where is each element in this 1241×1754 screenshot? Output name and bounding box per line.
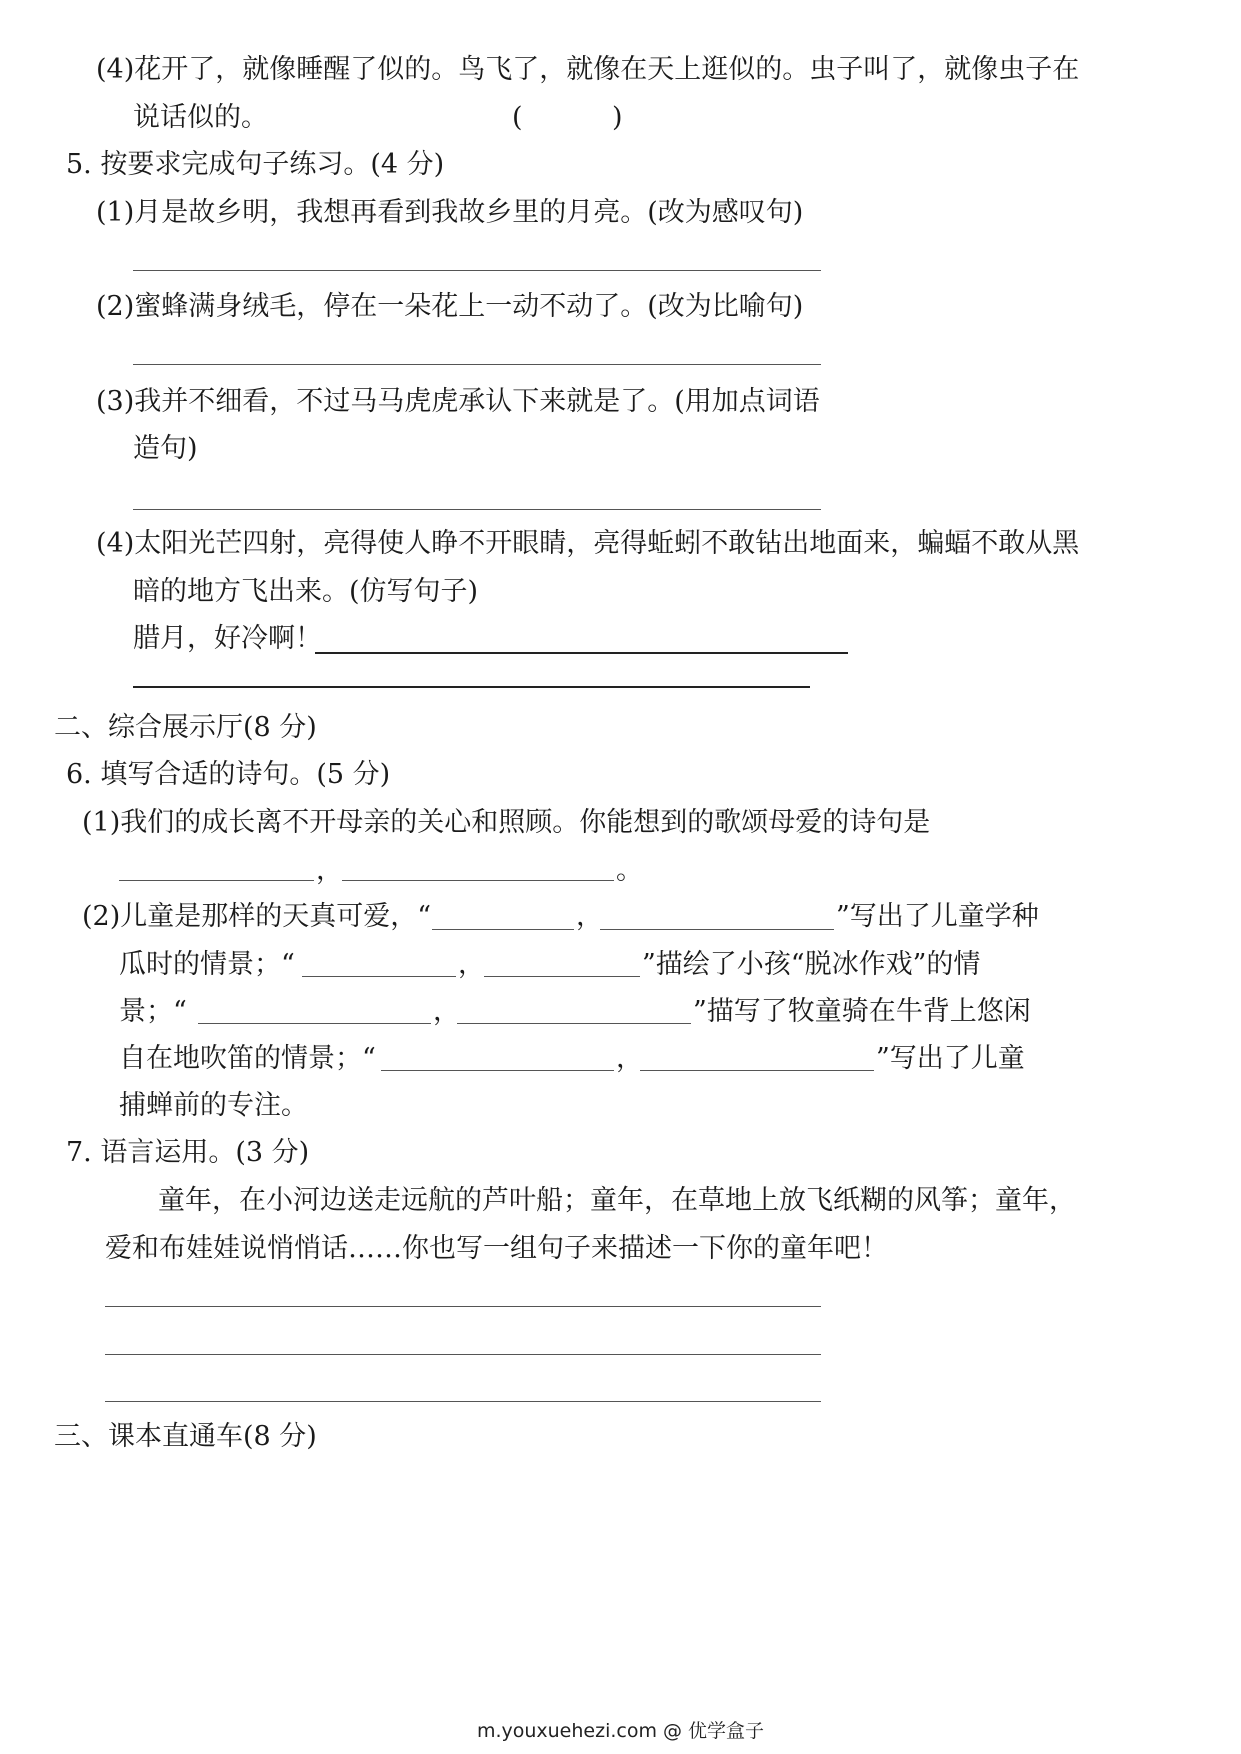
q6-s1-period: 。 bbox=[616, 855, 643, 886]
q6-s2-l3-suffix: ”描写了牧童骑在牛背上悠闲 bbox=[693, 996, 1031, 1027]
section-2-heading: 二、综合展示厅(8 分) bbox=[54, 712, 317, 743]
q7-para-line1: 童年，在小河边送走远航的芦叶船；童年，在草地上放飞纸糊的风筝；童年， bbox=[158, 1185, 1076, 1216]
q6-s2-comma-4: ， bbox=[616, 1043, 643, 1074]
q5-s3-line1: (3)我并不细看，不过马马虎虎承认下来就是了。(用加点词语 bbox=[96, 386, 820, 417]
q5-s4-prompt: 腊月，好冷啊！ bbox=[133, 623, 322, 654]
q7-answer-line-2[interactable] bbox=[105, 1354, 821, 1355]
q5-s2: (2)蜜蜂满身绒毛，停在一朵花上一动不动了。(改为比喻句) bbox=[96, 291, 804, 322]
q6-s1-line1: (1)我们的成长离不开母亲的关心和照顾。你能想到的歌颂母爱的诗句是 bbox=[82, 807, 931, 838]
q5-s4-line1: (4)太阳光芒四射，亮得使人睁不开眼睛，亮得蚯蚓不敢钻出地面来，蝙蝠不敢从黑 bbox=[96, 528, 1080, 559]
q6-s2-l2-suffix: ”描绘了小孩“脱冰作戏”的情 bbox=[642, 949, 981, 980]
q5-s2-answer-line[interactable] bbox=[133, 364, 821, 365]
footer-watermark: m.youxuehezi.com @ 优学盒子 bbox=[476, 1720, 765, 1742]
q6-s2-l2-prefix: 瓜时的情景；“ bbox=[119, 949, 295, 980]
q4-4-line2: 说话似的。 bbox=[133, 102, 268, 133]
q6-s2-l4-prefix: 自在地吹笛的情景；“ bbox=[119, 1043, 376, 1074]
q6-s2-blank-3[interactable] bbox=[302, 976, 456, 977]
q5-s4-answer-line-2[interactable] bbox=[133, 686, 810, 688]
q5-s3-line2: 造句) bbox=[133, 433, 198, 464]
q7-answer-line-3[interactable] bbox=[105, 1401, 821, 1402]
q6-s1-blank-1[interactable] bbox=[119, 880, 314, 881]
q6-s2-l4-suffix: ”写出了儿童 bbox=[876, 1043, 1025, 1074]
q6-s2-comma-2: ， bbox=[458, 949, 485, 980]
q4-4-line1: (4)花开了，就像睡醒了似的。鸟飞了，就像在天上逛似的。虫子叫了，就像虫子在 bbox=[96, 54, 1080, 85]
q7-heading: 7. 语言运用。(3 分) bbox=[66, 1137, 310, 1168]
section-3-heading: 三、课本直通车(8 分) bbox=[54, 1421, 317, 1452]
q6-s2-blank-5[interactable] bbox=[198, 1023, 431, 1024]
q6-s2-blank-7[interactable] bbox=[381, 1070, 614, 1071]
q4-4-paren-open: ( bbox=[512, 102, 523, 133]
q5-s3-answer-line[interactable] bbox=[133, 509, 821, 510]
q5-s1: (1)月是故乡明，我想再看到我故乡里的月亮。(改为感叹句) bbox=[96, 197, 804, 228]
q6-s2-prefix: (2)儿童是那样的天真可爱，“ bbox=[82, 901, 432, 932]
q6-s1-blank-2[interactable] bbox=[342, 880, 614, 881]
q7-answer-line-1[interactable] bbox=[105, 1306, 821, 1307]
q6-s2-blank-4[interactable] bbox=[484, 976, 640, 977]
q6-s2-blank-8[interactable] bbox=[640, 1070, 874, 1071]
q6-s2-comma-3: ， bbox=[433, 996, 460, 1027]
q6-s1-comma: ， bbox=[316, 855, 343, 886]
q6-s2-comma-1: ， bbox=[576, 901, 603, 932]
q6-s2-suffix1: ”写出了儿童学种 bbox=[836, 901, 1039, 932]
q6-s2-l3-prefix: 景；“ bbox=[119, 996, 187, 1027]
q5-s4-answer-line-1[interactable] bbox=[315, 652, 848, 654]
q4-4-paren-close: ) bbox=[612, 102, 623, 133]
q6-heading: 6. 填写合适的诗句。(5 分) bbox=[66, 759, 391, 790]
q6-s2-blank-1[interactable] bbox=[432, 929, 574, 930]
q7-para-line2: 爱和布娃娃说悄悄话……你也写一组句子来描述一下你的童年吧！ bbox=[105, 1233, 888, 1264]
q6-s2-l5: 捕蝉前的专注。 bbox=[119, 1090, 308, 1121]
q5-heading: 5. 按要求完成句子练习。(4 分) bbox=[66, 149, 445, 180]
q5-s4-line2: 暗的地方飞出来。(仿写句子) bbox=[133, 576, 479, 607]
q5-s1-answer-line[interactable] bbox=[133, 270, 821, 271]
q6-s2-blank-6[interactable] bbox=[457, 1023, 691, 1024]
q6-s2-blank-2[interactable] bbox=[600, 929, 834, 930]
